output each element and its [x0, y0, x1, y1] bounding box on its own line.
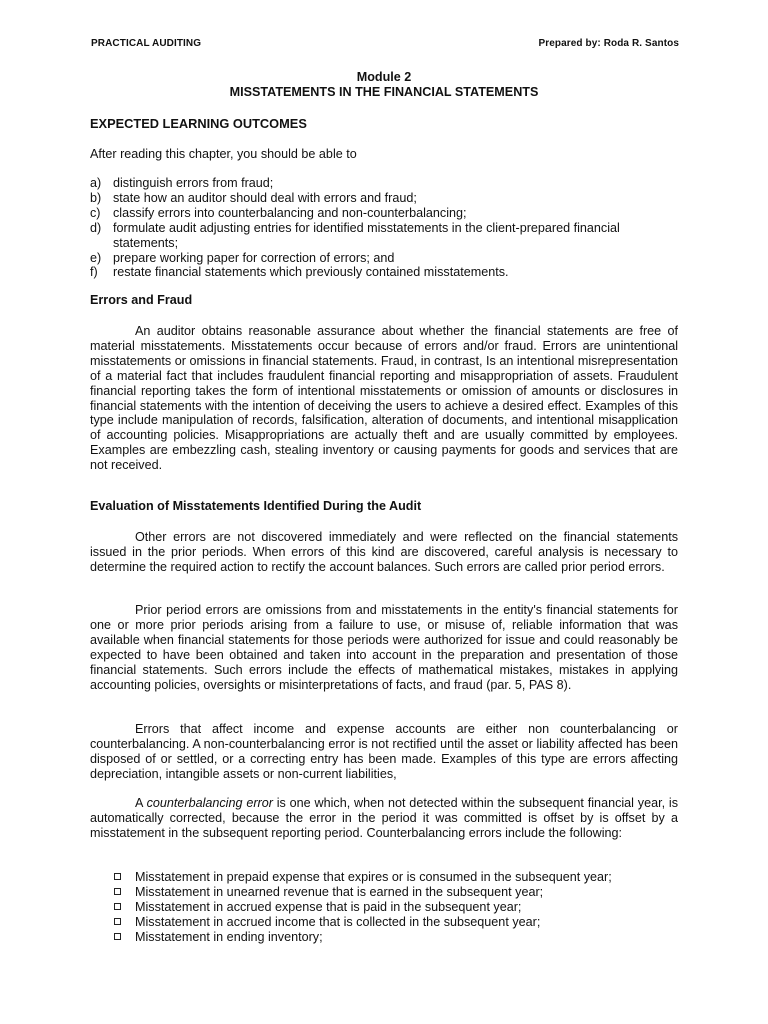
- list-item: [114, 900, 684, 915]
- header-course: PRACTICAL AUDITING: [91, 38, 202, 49]
- list-item: [114, 870, 684, 885]
- list-item: [90, 265, 678, 280]
- list-text: restate financial statements which previously contained misstatements.: [113, 265, 509, 280]
- list-label: f): [90, 265, 98, 280]
- outcomes-heading: EXPECTED LEARNING OUTCOMES: [90, 116, 307, 131]
- defined-term: counterbalancing error: [146, 796, 273, 810]
- evaluation-paragraph-1: Other errors are not discovered immediately and were reflected on the financial statements issued in the prior periods. When errors of this kind are discovered, careful analysis is necessary to determine the required action to rectify the account balances. Such errors are called prior period errors.: [90, 530, 678, 574]
- page-title: [90, 70, 678, 100]
- p4-rest: is one which, when not detected within the subsequent financial year, is automatically corrected, because the error in the period it was committed is offset by is offset by a misstatement in the subsequent reporting period. Counterbalancing errors include the following:: [90, 796, 679, 840]
- list-item: [114, 915, 684, 930]
- evaluation-paragraph-2: Prior period errors are omissions from and misstatements in the entity's financial statements for one or more prior periods arising from a failure to use, or misuse of, reliable information that was available when financial statements for those periods were authorized for issue and could reasonably be expected to have been obtained and taken into account in the preparation and presentation of those financial statements. Such errors include the effects of mathematical mistakes, mistakes in applying accounting policies, oversights or misinterpretations of facts, and fraud (par. 5, PAS 8).: [90, 603, 678, 692]
- list-label: b): [90, 190, 102, 205]
- list-item: [90, 176, 678, 191]
- outcomes-list: [90, 176, 678, 280]
- outcomes-intro: After reading this chapter, you should be able to: [90, 147, 357, 161]
- list-item: [114, 885, 684, 900]
- checkbox-icon: [114, 888, 121, 895]
- list-text: Misstatement in unearned revenue that is earned in the subsequent year;: [135, 884, 544, 899]
- checkbox-icon: [114, 918, 121, 925]
- counterbalancing-list: [114, 870, 684, 945]
- list-item: [90, 221, 678, 251]
- list-label: d): [90, 220, 102, 235]
- list-label: a): [90, 176, 102, 190]
- list-label: e): [90, 250, 102, 265]
- checkbox-icon: [114, 903, 121, 910]
- list-item: [114, 930, 684, 945]
- errors-fraud-paragraph: An auditor obtains reasonable assurance about whether the financial statements are free of material misstatements. Misstatements occur because of errors and/or fraud. Errors are unintentional misstatements or omissions in financial statements. Fraud, in contrast, Is an intentional misrepresentation of a material fact that includes fraudulent financial reporting and misappropriation of assets. Fraudulent financial reporting takes the form of intentional misstatements or omission of amounts or disclosures in financial statements with the intention of deceiving the users to achieve a desired effect. Examples of this type include manipulation of records, falsification, alteration of documents, and intentional misapplication of accounting policies. Misappropriations are actually theft and are usually committed by employees. Examples are embezzling cash, stealing inventory or causing payments for goods and services that are not received.: [90, 324, 678, 473]
- list-label: c): [90, 205, 101, 220]
- checkbox-icon: [114, 873, 121, 880]
- p4-prefix: A: [135, 796, 143, 810]
- evaluation-paragraph-4: [90, 796, 678, 841]
- checkbox-icon: [114, 933, 121, 940]
- list-item: [90, 191, 678, 206]
- list-item: [90, 206, 678, 221]
- list-text: classify errors into counterbalancing and non-counterbalancing;: [113, 205, 467, 220]
- list-text: Misstatement in ending inventory;: [135, 929, 323, 944]
- list-text: Misstatement in accrued income that is collected in the subsequent year;: [135, 914, 541, 929]
- list-item: [90, 251, 678, 266]
- list-text: distinguish errors from fraud;: [113, 176, 274, 190]
- module-number: Module 2: [356, 70, 412, 84]
- evaluation-paragraph-3: Errors that affect income and expense accounts are either non counterbalancing or counterbalancing. A non-counterbalancing error is not rectified until the asset or liability affected has been disposed of or settled, or a correcting entry has been made. Examples of this type are errors affecting depreciation, intangible assets or non-current liabilities,: [90, 722, 678, 781]
- module-title: MISSTATEMENTS IN THE FINANCIAL STATEMENTS: [229, 85, 539, 99]
- list-text: Misstatement in accrued expense that is paid in the subsequent year;: [135, 899, 522, 914]
- errors-fraud-heading: Errors and Fraud: [90, 293, 193, 307]
- header-author: Prepared by: Roda R. Santos: [538, 38, 679, 49]
- evaluation-heading: Evaluation of Misstatements Identified During the Audit: [90, 499, 422, 513]
- list-text: prepare working paper for correction of errors; and: [113, 250, 395, 265]
- list-text: Misstatement in prepaid expense that expires or is consumed in the subsequent year;: [135, 870, 612, 884]
- list-text: formulate audit adjusting entries for identified misstatements in the client-prepared financial statements;: [113, 220, 620, 250]
- list-text: state how an auditor should deal with errors and fraud;: [113, 190, 417, 205]
